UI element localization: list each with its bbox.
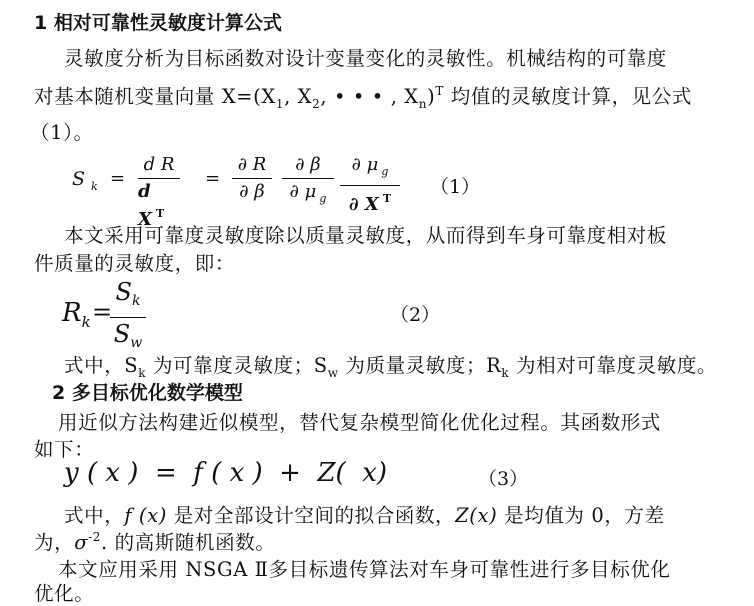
superscript: T — [435, 84, 444, 98]
eq2-numerator: $S_k$ — [115, 278, 141, 309]
eq1-fraction-dR-dbeta — [232, 154, 272, 203]
superscript: -2 — [88, 530, 102, 544]
eq1-f3-denominator: ∂ μ $_g$ — [289, 181, 327, 205]
eq1-fraction-dmu-dX — [340, 154, 400, 216]
eq3-expression: y ( x ) = f ( x ) + Z( x) — [64, 458, 388, 488]
eq1-f2-numerator: ∂ R — [237, 154, 267, 175]
subscript: k — [501, 366, 510, 380]
text-segment: 为， — [34, 531, 75, 554]
paragraph-3 — [64, 350, 717, 380]
eq2-number: （2） — [390, 304, 441, 326]
text-segment: 是对全部设计空间的拟合函数， — [166, 504, 456, 527]
section-2-title: 2 多目标优化数学模型 — [52, 382, 243, 404]
text-segment: , X — [284, 85, 313, 108]
paragraph-6-line-2: 优化。 — [34, 582, 95, 605]
section-1-title: 1 相对可靠性灵敏度计算公式 — [34, 12, 282, 34]
fraction-bar — [138, 178, 180, 179]
eq2-lhs-subscript: k — [81, 313, 91, 331]
eq2-fraction — [110, 278, 146, 357]
subscript: n — [418, 97, 428, 111]
eq1-equals-2: = — [205, 168, 221, 189]
eq2-lhs — [62, 298, 91, 331]
text-segment: 式中，S — [64, 354, 139, 377]
eq1-lhs — [72, 168, 98, 193]
subscript: 2 — [312, 97, 321, 111]
math-zx: Z(x) — [455, 504, 498, 527]
paragraph-1-line-1: 灵敏度分析为目标函数对设计变量变化的灵敏性。机械结构的可靠度 — [64, 47, 668, 70]
text-segment: 均值的灵敏度计算，见公式 — [443, 85, 692, 108]
eq1-lhs-subscript: k — [91, 180, 98, 193]
paragraph-4-line-2: 如下： — [34, 438, 95, 461]
subscript: w — [327, 366, 339, 380]
math-fx: f (x) — [124, 504, 167, 527]
eq2-denominator: $S_w$ — [113, 320, 143, 351]
text-segment: 为质量灵敏度；R — [338, 354, 502, 377]
paragraph-2-line-1: 本文采用可靠度灵敏度除以质量灵敏度，从而得到车身可靠度相对板 — [64, 224, 668, 247]
text-segment: 为可靠度灵敏度；S — [146, 354, 328, 377]
fraction-bar — [232, 178, 272, 179]
eq1-lhs-symbol: S — [72, 168, 86, 190]
eq1-equals-1: = — [110, 168, 126, 189]
subscript: 1 — [275, 97, 285, 111]
eq1-f2-denominator: ∂ β — [239, 181, 265, 202]
text-segment: 式中， — [64, 504, 125, 527]
eq2-equals: = — [92, 298, 113, 326]
fraction-bar — [340, 185, 400, 186]
math-sigma: σ — [74, 531, 89, 554]
text-segment: 是均值为 0，方差 — [497, 504, 665, 527]
text-segment: 对基本随机变量向量 X=(X — [34, 85, 276, 108]
subscript: k — [138, 366, 147, 380]
fraction-bar — [282, 178, 334, 179]
paragraph-5-line-2 — [34, 527, 275, 555]
eq1-fraction-dbeta-dmu — [282, 154, 334, 210]
text-segment: , • • • , X — [320, 85, 419, 108]
eq1-f3-numerator: ∂ β — [295, 154, 321, 175]
paragraph-6-line-1: 本文应用采用 NSGA Ⅱ多目标遗传算法对车身可靠性进行多目标优化 — [58, 558, 671, 581]
paragraph-5-line-1 — [64, 500, 665, 528]
eq1-f1-denominator: d X $^T$ — [138, 181, 165, 230]
eq1-number: （1） — [430, 176, 481, 198]
eq3-number: （3） — [478, 468, 529, 490]
eq1-f4-denominator: ∂ X $^T$ — [348, 192, 392, 215]
text-segment: 为相对可靠度灵敏度。 — [509, 354, 718, 377]
paragraph-2-line-2: 件质量的灵敏度，即： — [34, 252, 236, 275]
paragraph-1-line-3: （1）。 — [30, 121, 94, 144]
eq1-f1-numerator: d R — [143, 154, 175, 175]
text-segment: . 的高斯随机函数。 — [101, 531, 276, 554]
eq1-f4-numerator: ∂ μ $_g$ — [351, 154, 389, 178]
paragraph-4-line-1: 用近似方法构建近似模型，替代复杂模型简化优化过程。其函数形式 — [58, 411, 662, 434]
paragraph-1-line-2 — [34, 81, 692, 111]
fraction-bar — [110, 317, 146, 318]
eq2-lhs-symbol: R — [62, 298, 82, 328]
text-segment: ) — [427, 85, 436, 108]
